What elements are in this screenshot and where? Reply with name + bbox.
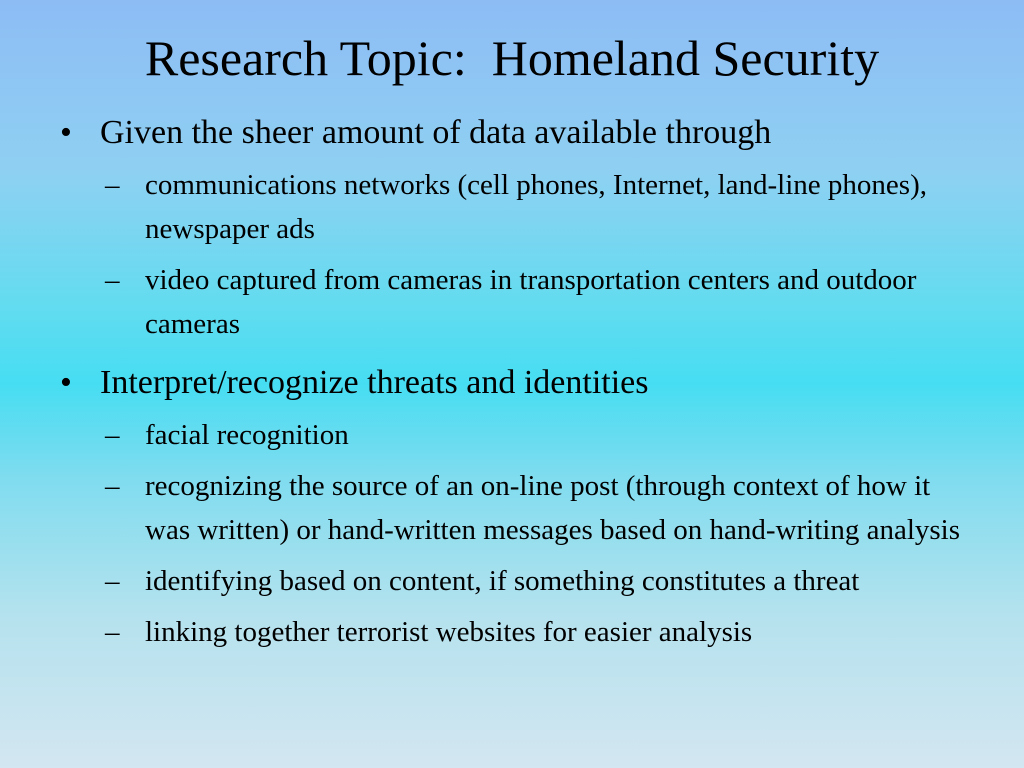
bullet-item [60, 360, 980, 406]
sub-bullet-text: linking together terrorist websites for easier analysis [145, 616, 753, 648]
bullet-dot-icon: • [60, 364, 72, 401]
sub-bullet-item [105, 559, 980, 603]
sub-bullet-text: facial recognition [145, 419, 349, 451]
dash-icon: – [105, 470, 120, 502]
dash-icon: – [105, 419, 120, 451]
sub-bullet-item [105, 413, 980, 457]
slide-title: Research Topic: Homeland Security [144, 30, 880, 86]
sub-bullet-item [105, 464, 980, 552]
bullet-text: Given the sheer amount of data available through [100, 114, 772, 151]
slide-body [60, 104, 980, 654]
bullet-text: Interpret/recognize threats and identities [100, 364, 649, 401]
dash-icon: – [105, 565, 120, 597]
dash-icon: – [105, 616, 120, 648]
dash-icon: – [105, 264, 120, 296]
sub-bullet-item [105, 258, 980, 346]
sub-bullet-text: communications networks (cell phones, Internet, land-line phones), newspaper ads [145, 169, 927, 245]
sub-bullet-text: identifying based on content, if something constitutes a threat [145, 565, 860, 597]
sub-bullet-text: recognizing the source of an on-line post (through context of how it was written) or hand-written messages based on hand-writing analysis [145, 470, 961, 546]
bullet-dot-icon: • [60, 114, 72, 151]
sub-bullet-item [105, 610, 980, 654]
sub-bullet-item [105, 163, 980, 251]
bullet-item [60, 110, 980, 156]
dash-icon: – [105, 169, 120, 201]
sub-bullet-text: video captured from cameras in transportation centers and outdoor cameras [145, 264, 917, 340]
